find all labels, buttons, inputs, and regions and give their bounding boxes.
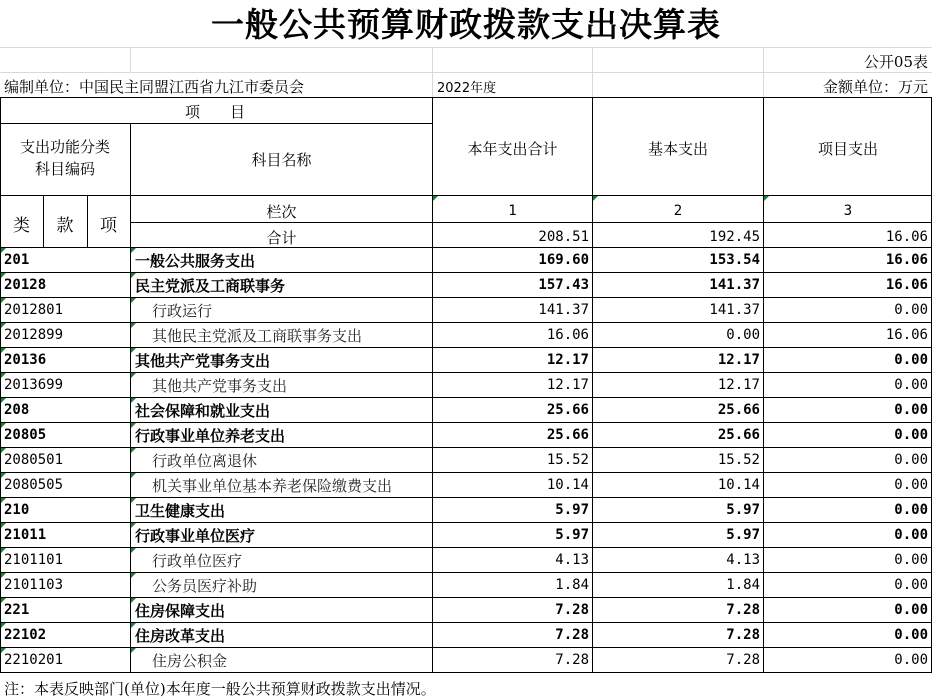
row-basic: 1.84 bbox=[726, 577, 760, 593]
table-row bbox=[0, 472, 932, 497]
row-name: 行政单位医疗 bbox=[152, 552, 243, 570]
row-name: 其他民主党派及工商联事务支出 bbox=[152, 327, 363, 345]
row-total: 12.17 bbox=[546, 377, 589, 393]
row-basic: 7.28 bbox=[726, 652, 760, 668]
row-name: 行政单位离退休 bbox=[152, 452, 258, 470]
row-project: 0.00 bbox=[894, 402, 928, 418]
row-name: 行政运行 bbox=[152, 302, 213, 320]
row-project: 0.00 bbox=[894, 502, 928, 518]
row-code: 20128 bbox=[4, 277, 47, 293]
row-project: 0.00 bbox=[894, 577, 928, 593]
row-code: 2080501 bbox=[4, 452, 64, 468]
header-lei: 类 bbox=[13, 216, 30, 236]
row-total: 141.37 bbox=[538, 302, 589, 318]
table-row bbox=[0, 247, 932, 272]
total-project: 16.06 bbox=[885, 229, 928, 245]
row-basic: 7.28 bbox=[726, 627, 760, 643]
row-code: 22102 bbox=[4, 627, 47, 643]
header-kuan: 款 bbox=[56, 216, 74, 236]
header-basic: 基本支出 bbox=[647, 140, 708, 158]
row-total: 25.66 bbox=[546, 402, 589, 418]
row-project: 0.00 bbox=[894, 477, 928, 493]
table-row bbox=[0, 297, 932, 322]
row-project: 0.00 bbox=[894, 452, 928, 468]
table-row bbox=[0, 422, 932, 447]
row-name: 行政事业单位养老支出 bbox=[135, 427, 286, 445]
row-code: 2101101 bbox=[4, 552, 64, 568]
table-row bbox=[0, 372, 932, 397]
row-basic: 15.52 bbox=[717, 452, 760, 468]
row-project: 0.00 bbox=[894, 602, 928, 618]
row-total: 1.84 bbox=[555, 577, 589, 593]
table-number: 公开05表 bbox=[863, 53, 928, 71]
report-title: 一般公共预算财政拨款支出决算表 bbox=[211, 5, 721, 44]
year-label: 2022年度 bbox=[437, 81, 497, 96]
table-row bbox=[0, 272, 932, 297]
total-label: 合计 bbox=[266, 229, 297, 247]
row-total: 12.17 bbox=[546, 352, 589, 368]
row-total: 7.28 bbox=[555, 627, 589, 643]
row-code: 2012801 bbox=[4, 302, 64, 318]
row-code: 208 bbox=[4, 402, 30, 418]
row-total: 10.14 bbox=[546, 477, 589, 493]
row-code: 2210201 bbox=[4, 652, 64, 668]
row-project: 16.06 bbox=[885, 277, 928, 293]
row-code: 2080505 bbox=[4, 477, 64, 493]
row-total: 169.60 bbox=[538, 252, 589, 268]
row-code: 2013699 bbox=[4, 377, 64, 393]
row-basic: 25.66 bbox=[717, 402, 760, 418]
row-name: 一般公共服务支出 bbox=[135, 252, 256, 270]
table-row bbox=[0, 322, 932, 347]
row-name: 卫生健康支出 bbox=[135, 502, 226, 520]
row-basic: 7.28 bbox=[726, 602, 760, 618]
row-project: 0.00 bbox=[894, 427, 928, 443]
unit-label: 金额单位：万元 bbox=[822, 78, 928, 96]
row-project: 0.00 bbox=[894, 302, 928, 318]
row-basic: 5.97 bbox=[726, 527, 760, 543]
row-code: 2101103 bbox=[4, 577, 64, 593]
row-project: 0.00 bbox=[894, 627, 928, 643]
row-basic: 12.17 bbox=[717, 352, 760, 368]
row-basic: 141.37 bbox=[709, 302, 760, 318]
header-code: 支出功能分类 科目编码 bbox=[19, 138, 110, 178]
total-total: 208.51 bbox=[538, 229, 589, 245]
row-basic: 12.17 bbox=[717, 377, 760, 393]
col-index-3: 3 bbox=[843, 203, 853, 219]
org-label: 编制单位：中国民主同盟江西省九江市委员会 bbox=[4, 78, 305, 96]
header-name: 科目名称 bbox=[251, 151, 312, 169]
row-basic: 4.13 bbox=[726, 552, 760, 568]
row-total: 157.43 bbox=[538, 277, 589, 293]
table-row bbox=[0, 597, 932, 622]
total-basic: 192.45 bbox=[709, 229, 760, 245]
row-basic: 141.37 bbox=[709, 277, 760, 293]
row-name: 行政事业单位医疗 bbox=[135, 527, 256, 545]
row-project: 16.06 bbox=[885, 252, 928, 268]
row-code: 2012899 bbox=[4, 327, 64, 343]
row-project: 0.00 bbox=[894, 652, 928, 668]
row-name: 住房公积金 bbox=[152, 652, 228, 670]
row-basic: 25.66 bbox=[717, 427, 760, 443]
row-basic: 5.97 bbox=[726, 502, 760, 518]
table-row bbox=[0, 547, 932, 572]
row-code: 20136 bbox=[4, 352, 47, 368]
row-name: 其他共产党事务支出 bbox=[152, 377, 288, 395]
table-row bbox=[0, 397, 932, 422]
row-code: 21011 bbox=[4, 527, 47, 543]
row-project: 0.00 bbox=[894, 552, 928, 568]
table-row bbox=[0, 497, 932, 522]
row-basic: 153.54 bbox=[709, 252, 760, 268]
row-total: 25.66 bbox=[546, 427, 589, 443]
row-project: 0.00 bbox=[894, 377, 928, 393]
row-code: 210 bbox=[4, 502, 30, 518]
table-row bbox=[0, 522, 932, 547]
row-name: 机关事业单位基本养老保险缴费支出 bbox=[152, 477, 393, 495]
row-total: 5.97 bbox=[555, 502, 589, 518]
row-project: 16.06 bbox=[885, 327, 928, 343]
header-project: 项目支出 bbox=[817, 140, 878, 158]
row-name: 其他共产党事务支出 bbox=[135, 352, 271, 370]
row-total: 4.13 bbox=[555, 552, 589, 568]
header-lanci: 栏次 bbox=[266, 203, 297, 221]
row-name: 社会保障和就业支出 bbox=[135, 402, 271, 420]
header-total: 本年支出合计 bbox=[467, 140, 558, 158]
table-row bbox=[0, 347, 932, 372]
row-project: 0.00 bbox=[894, 352, 928, 368]
footnote: 注：本表反映部门(单位)本年度一般公共预算财政拨款支出情况。 bbox=[4, 680, 436, 698]
row-total: 7.28 bbox=[555, 602, 589, 618]
col-index-1: 1 bbox=[508, 203, 517, 219]
row-total: 5.97 bbox=[555, 527, 589, 543]
row-code: 221 bbox=[4, 602, 30, 618]
row-total: 16.06 bbox=[546, 327, 589, 343]
header-xiang: 项 bbox=[100, 216, 117, 236]
row-name: 住房改革支出 bbox=[135, 627, 226, 645]
col-index-2: 2 bbox=[673, 203, 683, 219]
row-code: 20805 bbox=[4, 427, 47, 443]
row-project: 0.00 bbox=[894, 527, 928, 543]
row-name: 公务员医疗补助 bbox=[152, 577, 258, 595]
row-name: 住房保障支出 bbox=[135, 602, 226, 620]
table-row bbox=[0, 622, 932, 647]
row-code: 201 bbox=[4, 252, 30, 268]
header-item: 项 目 bbox=[184, 103, 245, 121]
row-total: 7.28 bbox=[555, 652, 589, 668]
table-row bbox=[0, 647, 932, 672]
row-basic: 0.00 bbox=[726, 327, 760, 343]
row-total: 15.52 bbox=[546, 452, 589, 468]
table-row bbox=[0, 572, 932, 597]
table-row bbox=[0, 447, 932, 472]
row-basic: 10.14 bbox=[717, 477, 760, 493]
row-name: 民主党派及工商联事务 bbox=[135, 277, 286, 295]
